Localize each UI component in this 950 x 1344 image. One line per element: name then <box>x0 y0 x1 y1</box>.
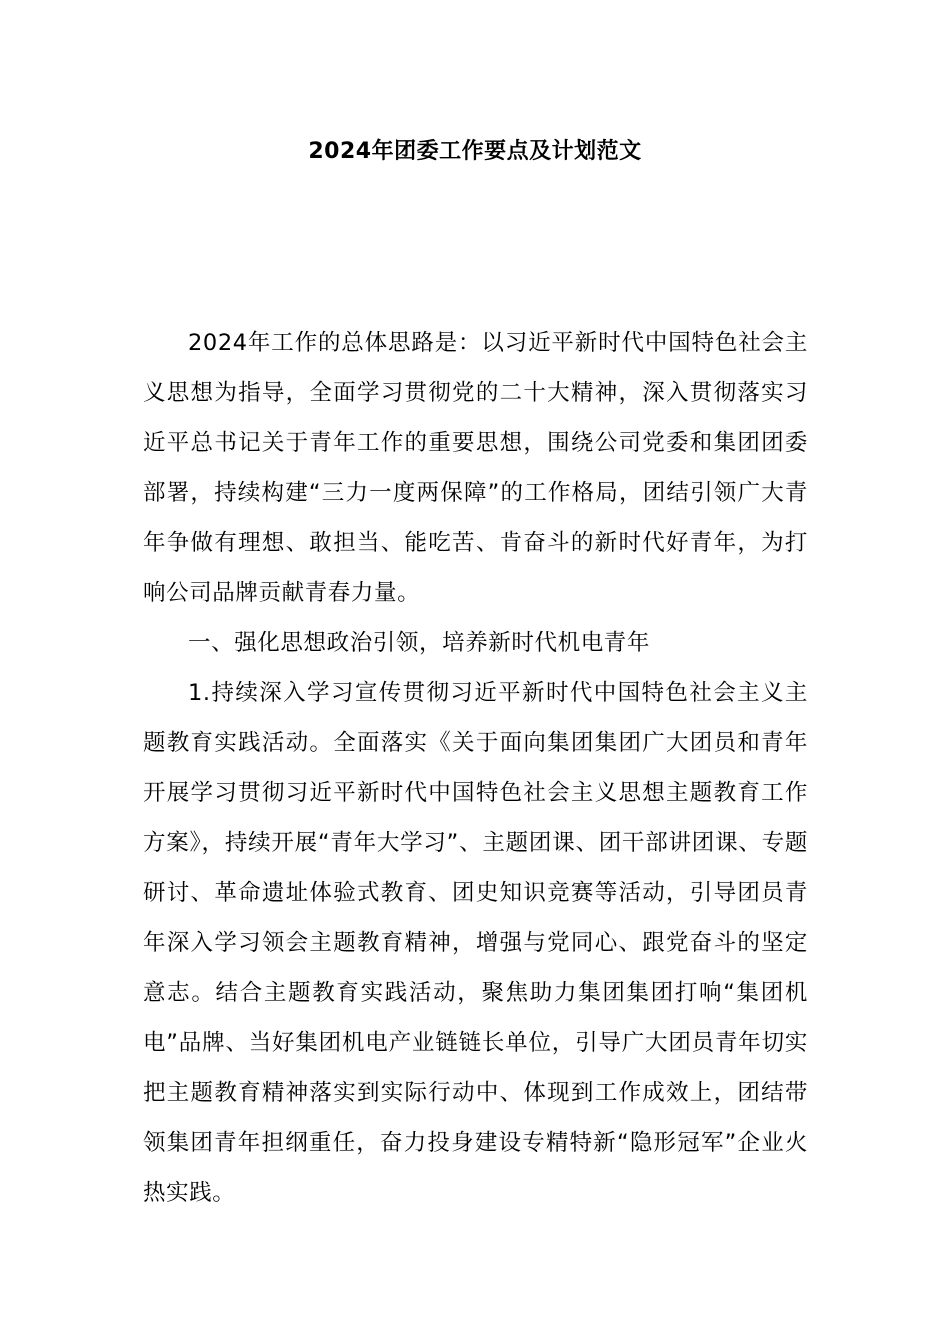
paragraph-item-1: 1.持续深入学习宣传贯彻习近平新时代中国特色社会主义主题教育实践活动。全面落实《关于面向集团集团广大团员和青年开展学习贯彻习近平新时代中国特色社会主义思想主题教育工作方案》，持续开展“青年大学习”、主题团课、团干部讲团课、专题研讨、革命遗址体验式教育、团史知识竞赛等活动，引导团员青年深入学习领会主题教育精神，增强与党同心、跟党奋斗的坚定意志。结合主题教育实践活动，聚焦助力集团集团打响“集团机电”品牌、当好集团机电产业链链长单位，引导广大团员青年切实把主题教育精神落实到实际行动中、体现到工作成效上，团结带领集团青年担纲重任，奋力投身建设专精特新“隐形冠军”企业火热实践。 <box>143 680 808 1206</box>
paragraph-overview: 2024年工作的总体思路是：以习近平新时代中国特色社会主义思想为指导，全面学习贯彻党的二十大精神，深入贯彻落实习近平总书记关于青年工作的重要思想，围绕公司党委和集团团委部署，持续构建“三力一度两保障”的工作格局，团结引领广大青年争做有理想、敢担当、能吃苦、肯奋斗的新时代好青年，为打响公司品牌贡献青春力量。 <box>143 330 808 606</box>
section-heading-1: 一、强化思想政治引领，培养新时代机电青年 <box>188 630 651 656</box>
document-title: 2024年团委工作要点及计划范文 <box>308 139 642 164</box>
document-body <box>143 318 808 1218</box>
